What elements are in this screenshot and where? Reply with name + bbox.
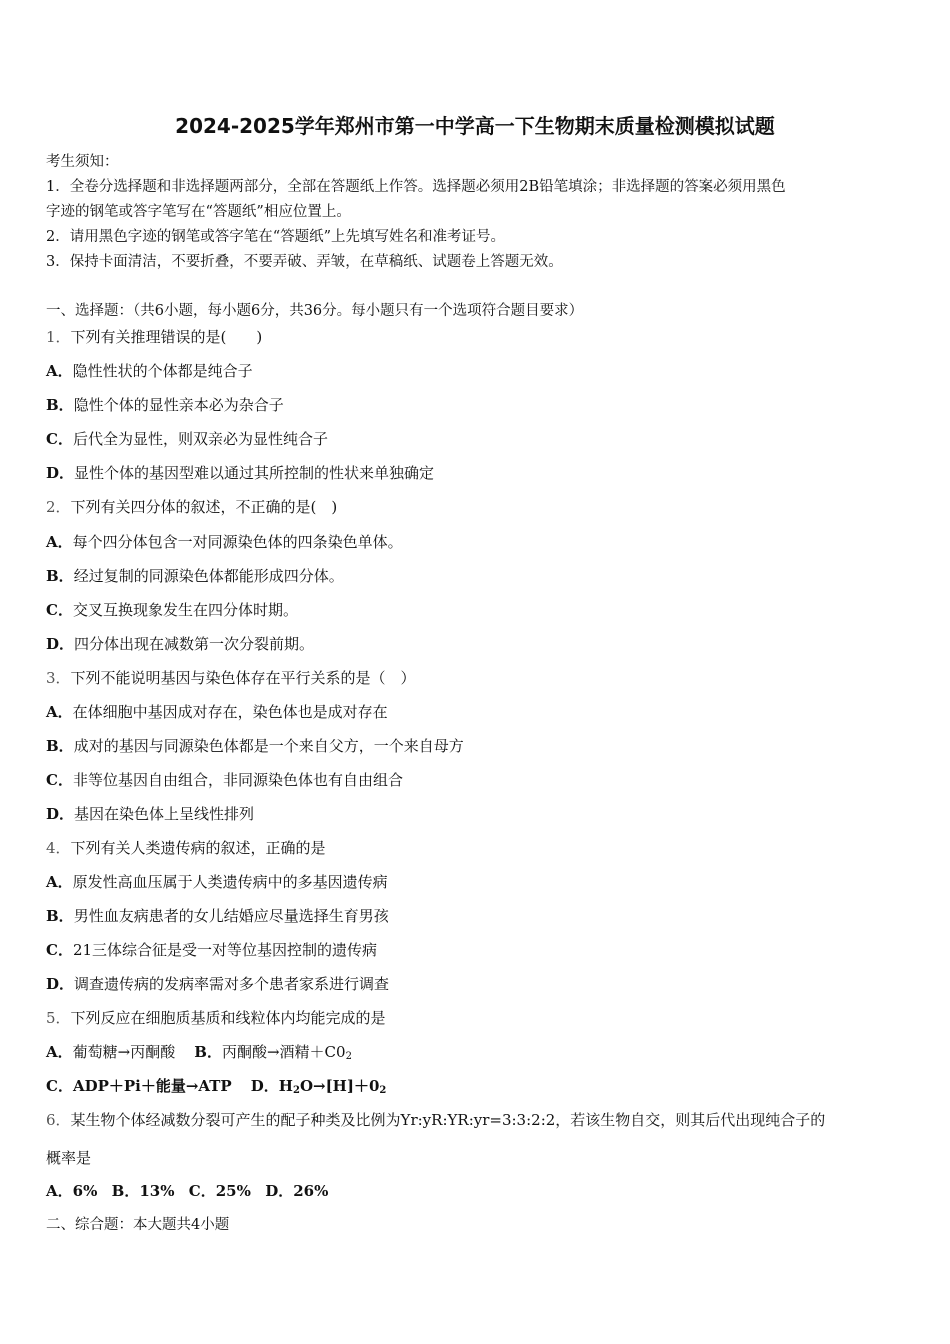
option-text: 四分体出现在减数第一次分裂前期。 (74, 635, 315, 653)
option-letter: B． (46, 737, 74, 755)
option-text: 6% (72, 1182, 98, 1200)
question-6-stem-cont: 概率是 (46, 1149, 92, 1167)
option-letter: B． (111, 1182, 140, 1200)
question-text: 某生物个体经减数分裂可产生的配子种类及比例为Yr:yR:YR:yr=3:3:2:2，若该生物自交，则其后代出现纯合子的 (70, 1111, 826, 1129)
option-letter: C． (46, 1077, 73, 1095)
question-6-option-b[interactable] (112, 1182, 175, 1200)
option-letter: B． (46, 907, 74, 925)
question-2-option-b[interactable] (46, 566, 344, 586)
option-text: 后代全为显性，则双亲必为显性纯合子 (72, 430, 328, 448)
question-5-option-d[interactable] (251, 1077, 387, 1095)
option-letter: D． (46, 635, 75, 653)
question-number: 5． (46, 1009, 71, 1027)
option-letter: C． (188, 1182, 216, 1200)
option-text: 非等位基因自由组合，非同源染色体也有自由组合 (72, 771, 403, 789)
question-5-options-ab (46, 1042, 352, 1062)
option-letter: D． (46, 464, 75, 482)
subscript: 2 (292, 1085, 300, 1096)
question-number: 2． (46, 498, 71, 516)
option-text: 丙酮酸→酒精＋C0 (221, 1043, 346, 1061)
question-1-option-b[interactable] (46, 395, 284, 415)
option-text: 在体细胞中基因成对存在，染色体也是成对存在 (72, 703, 388, 721)
option-text: H (278, 1077, 293, 1095)
question-6-option-d[interactable] (265, 1182, 328, 1200)
question-3-option-c[interactable] (46, 770, 403, 790)
section-heading-comprehensive: 二、综合题：本大题共4小题 (46, 1217, 230, 1233)
option-text: 13% (139, 1182, 175, 1200)
subscript: 2 (345, 1051, 352, 1062)
option-text: 25% (215, 1182, 251, 1200)
question-text: 下列反应在细胞质基质和线粒体内均能完成的是 (70, 1009, 386, 1027)
notice-item: 2．请用黑色字迹的钢笔或答字笔在“答题纸”上先填写姓名和准考证号。 (46, 229, 506, 245)
option-letter: C． (46, 601, 73, 619)
option-letter: B． (194, 1043, 222, 1061)
question-5-option-c[interactable] (46, 1077, 232, 1095)
question-2-option-a[interactable] (46, 532, 403, 552)
question-4-option-a[interactable] (46, 872, 388, 892)
question-number: 6． (46, 1111, 71, 1129)
option-text: 隐性性状的个体都是纯合子 (72, 362, 253, 380)
option-letter: D． (265, 1182, 294, 1200)
question-3-stem (46, 668, 416, 688)
question-6-option-c[interactable] (189, 1182, 251, 1200)
option-text: 基因在染色体上呈线性排列 (74, 805, 255, 823)
option-letter: C． (46, 941, 73, 959)
question-4-option-d[interactable] (46, 974, 389, 994)
option-letter: D． (46, 805, 75, 823)
question-number: 4． (46, 839, 71, 857)
question-4-option-b[interactable] (46, 906, 389, 926)
option-text: 交叉互换现象发生在四分体时期。 (72, 601, 298, 619)
option-text: 每个四分体包含一对同源染色体的四条染色单体。 (72, 533, 403, 551)
question-6-options (46, 1181, 328, 1201)
option-letter: B． (46, 396, 74, 414)
option-text: ADP＋Pi＋能量→ATP (72, 1077, 232, 1095)
option-letter: A． (46, 703, 73, 721)
option-text: 21三体综合征是受一对等位基因控制的遗传病 (72, 941, 378, 959)
question-number: 3． (46, 669, 71, 687)
question-number: 1． (46, 328, 71, 346)
section-heading-choice: 一、选择题：（共6小题，每小题6分，共36分。每小题只有一个选项符合题目要求） (46, 303, 584, 319)
option-letter: C． (46, 430, 73, 448)
question-1-stem (46, 327, 262, 347)
question-3-option-a[interactable] (46, 702, 388, 722)
option-letter: B． (46, 567, 74, 585)
question-3-option-d[interactable] (46, 804, 254, 824)
option-text: 隐性个体的显性亲本必为杂合子 (73, 396, 284, 414)
option-text: 原发性高血压属于人类遗传病中的多基因遗传病 (72, 873, 388, 891)
question-text: 下列有关人类遗传病的叙述，正确的是 (70, 839, 326, 857)
option-letter: D． (46, 975, 75, 993)
notice-item: 字迹的钢笔或答字笔写在“答题纸”相应位置上。 (46, 204, 351, 220)
page-title: 2024-2025学年郑州市第一中学高一下生物期末质量检测模拟试题 (175, 114, 775, 138)
question-text: 下列有关推理错误的是( ) (70, 328, 263, 346)
notice-item: 1．全卷分选择题和非选择题两部分，全部在答题纸上作答。选择题必须用2B铅笔填涂；非选择题的答案必须用黑色 (46, 179, 786, 195)
question-2-stem (46, 497, 337, 517)
question-6-option-a[interactable] (46, 1182, 97, 1200)
option-text: O→[H]＋0 (299, 1077, 380, 1095)
question-2-option-c[interactable] (46, 600, 298, 620)
question-text: 下列不能说明基因与染色体存在平行关系的是（ ） (70, 669, 416, 687)
question-5-options-cd (46, 1076, 386, 1096)
option-letter: A． (46, 1043, 73, 1061)
subscript: 2 (379, 1085, 387, 1096)
option-text: 26% (293, 1182, 329, 1200)
question-4-stem (46, 838, 326, 858)
option-text: 葡萄糖→丙酮酸 (72, 1043, 176, 1061)
question-5-stem (46, 1008, 386, 1028)
option-letter: A． (46, 362, 73, 380)
question-1-option-a[interactable] (46, 361, 253, 381)
option-letter: C． (46, 771, 73, 789)
option-letter: A． (46, 1182, 73, 1200)
question-6-stem (46, 1110, 825, 1130)
notice-heading: 考生须知： (46, 154, 119, 170)
option-letter: A． (46, 533, 73, 551)
question-2-option-d[interactable] (46, 634, 314, 654)
question-4-option-c[interactable] (46, 940, 377, 960)
question-3-option-b[interactable] (46, 736, 464, 756)
question-text: 下列有关四分体的叙述，不正确的是( ) (70, 498, 338, 516)
option-letter: D． (250, 1077, 279, 1095)
option-letter: A． (46, 873, 73, 891)
option-text: 男性血友病患者的女儿结婚应尽量选择生育男孩 (73, 907, 389, 925)
question-1-option-d[interactable] (46, 463, 434, 483)
option-text: 成对的基因与同源染色体都是一个来自父方，一个来自母方 (73, 737, 464, 755)
question-5-option-a[interactable] (46, 1043, 175, 1061)
option-text: 经过复制的同源染色体都能形成四分体。 (73, 567, 344, 585)
question-1-option-c[interactable] (46, 429, 328, 449)
question-5-option-b[interactable] (194, 1043, 352, 1061)
notice-item: 3．保持卡面清洁，不要折叠，不要弄破、弄皱，在草稿纸、试题卷上答题无效。 (46, 254, 563, 270)
option-text: 调查遗传病的发病率需对多个患者家系进行调查 (74, 975, 390, 993)
option-text: 显性个体的基因型难以通过其所控制的性状来单独确定 (74, 464, 435, 482)
